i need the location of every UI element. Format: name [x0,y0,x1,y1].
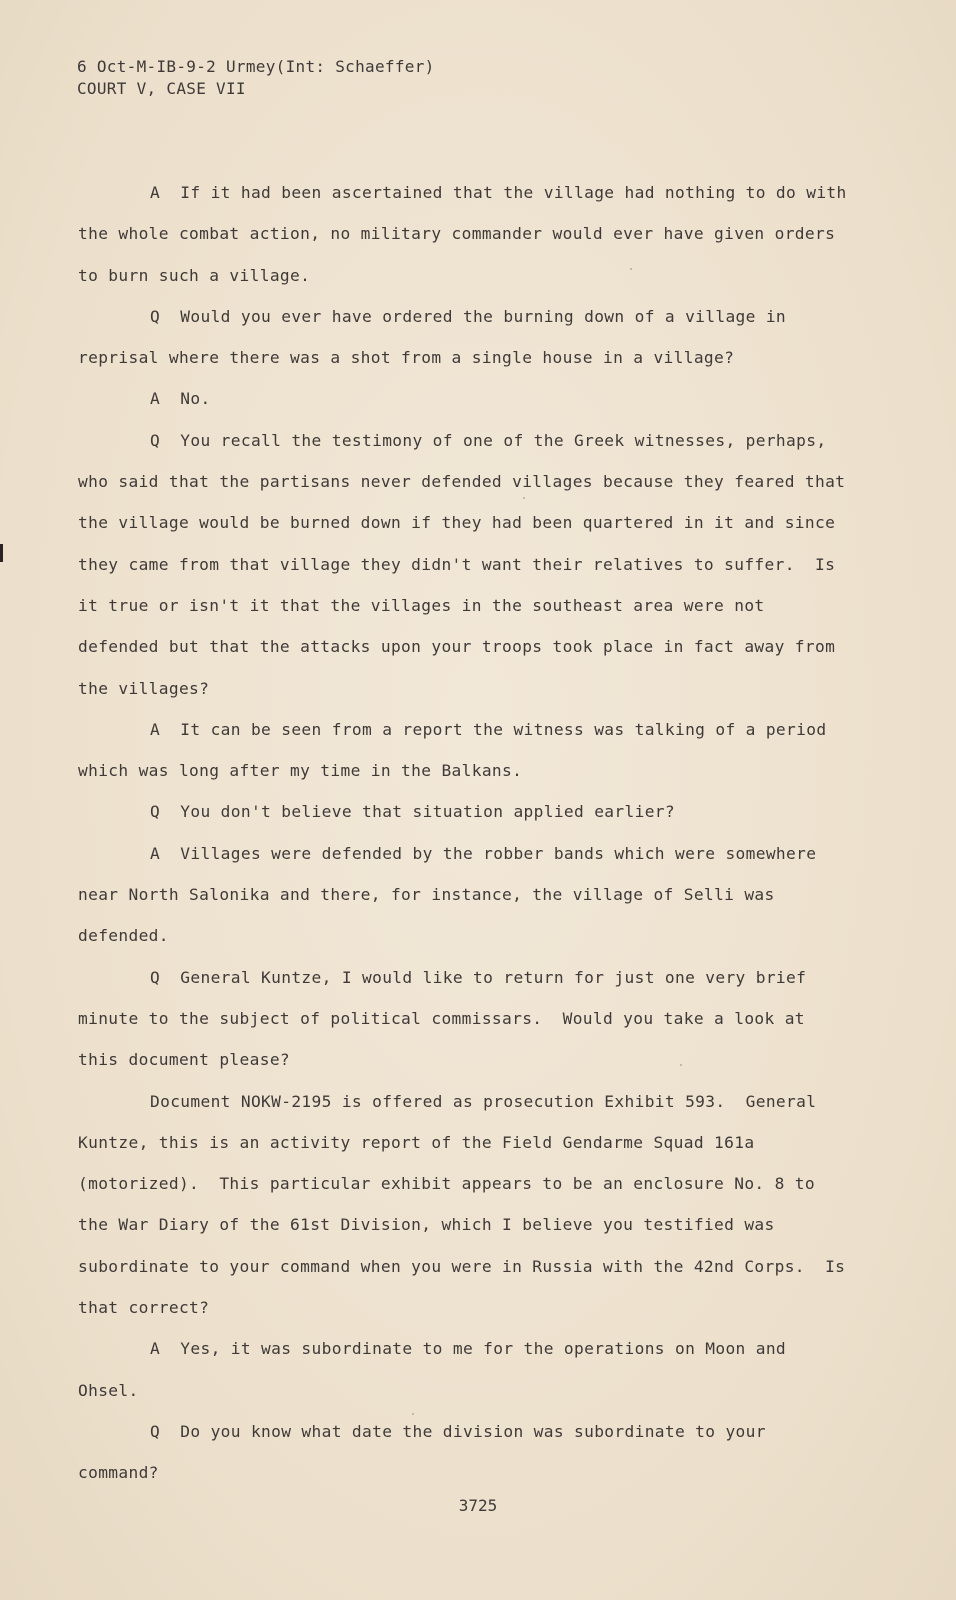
paragraph-question-2: Q You recall the testimony of one of the Greek witnesses, perhaps, who said that the partisans never defended villages because they feared that the village would be burned down if they had been quartered in it and since they came from that village they didn't want their relatives to suffer. Is it true or isn't it that the villages in the southeast area were not defended but that the attacks upon your troops took place in fact away from the villages? [78,430,856,698]
paper-speck [523,497,525,499]
header-session-line: 6 Oct-M-IB-9-2 Urmey(Int: Schaeffer) [77,57,435,76]
paragraph-exhibit-statement: Document NOKW-2195 is offered as prosecution Exhibit 593. General Kuntze, this is an activity report of the Field Gendarme Squad 161a (motorized). This particular exhibit appears to be an enclosure No. 8 to the War Diary of the 61st Division, which I believe you testified was subordinate to your command when you were in Russia with the 42nd Corps. Is that correct? [78,1091,856,1318]
paragraph-answer-5: A Yes, it was subordinate to me for the operations on Moon and Ohsel. [78,1339,797,1400]
paragraph-question-3: Q You don't believe that situation applied earlier? [150,802,675,822]
document-header [77,56,435,100]
paragraph-answer-4: A Villages were defended by the robber bands which were somewhere near North Salonika and there, for instance, the village of Selli was defended. [78,843,827,946]
paragraph-answer-3: A It can be seen from a report the witness was talking of a period which was long after my time in the Balkans. [78,719,837,781]
paragraph-answer-1: A If it had been ascertained that the village had nothing to do with the whole combat action, no military commander would ever have given orders to burn such a village. [78,183,857,285]
header-court-case: COURT V, CASE VII [77,79,246,98]
paper-speck [630,268,632,270]
paper-speck [412,1413,414,1415]
paper-speck [680,1064,682,1066]
transcript-body [78,172,857,1494]
scan-edge-mark [0,544,3,562]
paragraph-question-5: Q Do you know what date the division was subordinate to your command? [78,1421,776,1483]
paragraph-question-1: Q Would you ever have ordered the burning down of a village in reprisal where there was a shot from a single house in a village? [78,306,797,368]
paragraph-answer-2: A No. [150,389,211,409]
page-number: 3725 [458,1496,498,1515]
paragraph-question-4: Q General Kuntze, I would like to return for just one very brief minute to the subject of political commissars. Would you take a look at this document please? [78,967,817,1070]
